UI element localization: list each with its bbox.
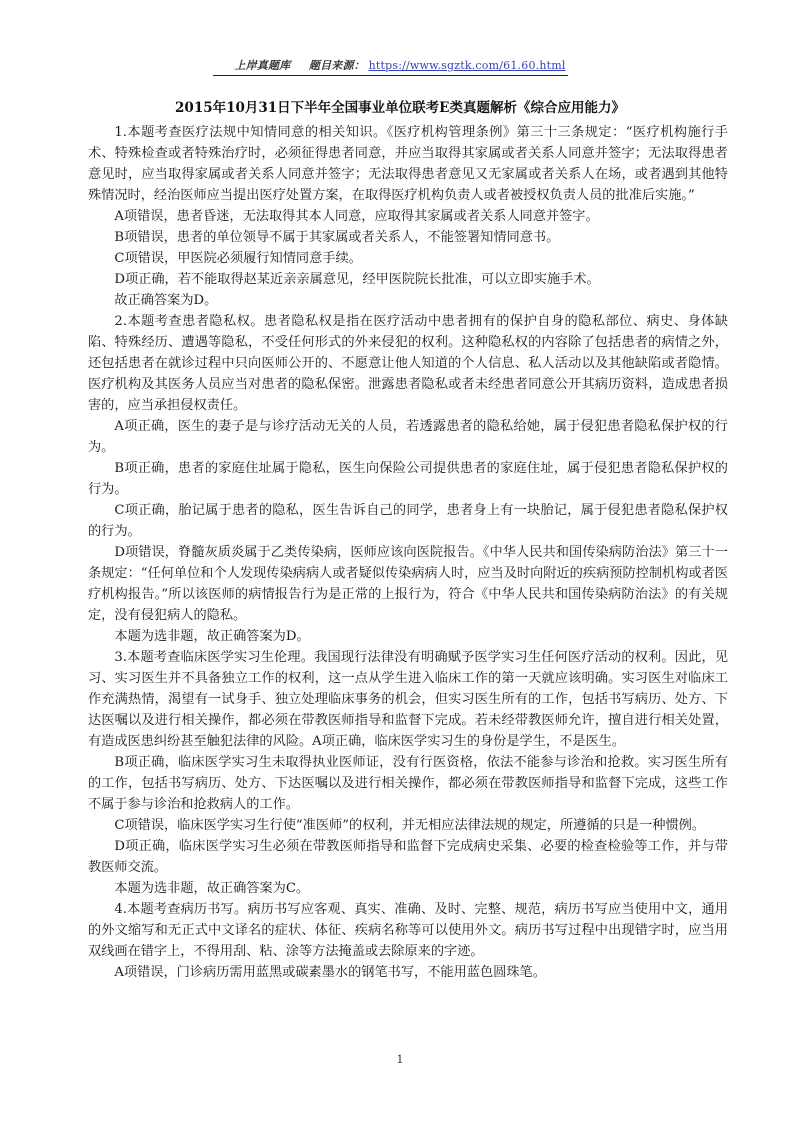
paragraph: D项正确，临床医学实习生必须在带教医师指导和监督下完成病史采集、必要的检查检验等工作，并与带教医师交流。: [88, 839, 728, 875]
paragraph: C项错误，临床医学实习生行使“准医师”的权利，并无相应法律法规的规定，所遵循的只是一种惯例。: [114, 818, 706, 833]
paragraph: D项正确，若不能取得赵某近亲亲属意见，经甲医院院长批准，可以立即实施手术。: [114, 272, 600, 287]
paragraph: 本题为选非题，故正确答案为D。: [114, 629, 310, 644]
paragraph: 故正确答案为D。: [114, 293, 218, 308]
header-rule: [213, 75, 568, 76]
source-link[interactable]: https://www.sgztk.com/61.60.html: [368, 59, 566, 72]
paragraph: B项正确，临床医学实习生未取得执业医师证，没有行医资格，依法不能参与诊治和抢救。实习医生所有的工作，包括书写病历、处方、下达医嘱以及进行相关操作，都必须在带教医师指导和监督下完成，这些工作不属于参与诊治和抢救病人的工作。: [88, 755, 728, 812]
paragraph: 4.本题考查病历书写。病历书写应客观、真实、准确、及时、完整、规范，病历书写应当使用中文，通用的外文缩写和无正式中文译名的症状、体征、疾病名称等可以使用外文。病历书写过程中出现错字时，应当用双线画在错字上，不得用刮、粘、涂等方法掩盖或去除原来的字迹。: [88, 902, 728, 959]
paragraph: B项正确，患者的家庭住址属于隐私，医生向保险公司提供患者的家庭住址，属于侵犯患者隐私保护权的行为。: [88, 461, 728, 497]
page-title: 2015年10月31日下半年全国事业单位联考E类真题解析《综合应用能力》: [175, 100, 625, 116]
document-body: [88, 122, 728, 983]
paragraph: A项错误，患者昏迷，无法取得其本人同意，应取得其家属或者关系人同意并签字。: [114, 209, 599, 224]
page-header: [0, 57, 800, 73]
paragraph: C项错误，甲医院必须履行知情同意手续。: [114, 251, 362, 266]
paragraph: D项错误，脊髓灰质炎属于乙类传染病，医师应该向医院报告。《中华人民共和国传染病防治法》第三十一条规定：“任何单位和个人发现传染病病人或者疑似传染病病人时，应当及时向附近的疾病预防控制机构或者医疗机构报告。”所以该医师的病情报告行为是正常的上报行为，符合《中华人民共和国传染病防治法》的有关规定，没有侵犯病人的隐私。: [88, 545, 728, 623]
paragraph: A项错误，门诊病历需用蓝黑或碳素墨水的钢笔书写，不能用蓝色圆珠笔。: [114, 965, 546, 980]
paragraph: A项正确，医生的妻子是与诊疗活动无关的人员，若透露患者的隐私给她，属于侵犯患者隐私保护权的行为。: [88, 419, 728, 455]
paragraph: B项错误，患者的单位领导不属于其家属或者关系人，不能签署知情同意书。: [114, 230, 560, 245]
page-number: 1: [396, 1053, 404, 1066]
paragraph: 3.本题考查临床医学实习生伦理。我国现行法律没有明确赋予医学实习生任何医疗活动的权利。因此，见习、实习医生并不具备独立工作的权利，这一点从学生进入临床工作的第一天就应该明确。实习医生对临床工作充满热情，渴望有一试身手、独立处理临床事务的机会，但实习医生所有的工作，包括书写病历、处方、下达医嘱以及进行相关操作，都必须在带教医师指导和监督下完成。若未经带教医师允许，擅自进行相关处置，有造成医患纠纷甚至触犯法律的风险。A项正确，临床医学实习生的身份是学生，不是医生。: [88, 650, 728, 749]
source-label: 题目来源：: [308, 59, 365, 72]
paragraph: 1.本题考查医疗法规中知情同意的相关知识。《医疗机构管理条例》第三十三条规定：“医疗机构施行手术、特殊检查或者特殊治疗时，必须征得患者同意，并应当取得其家属或者关系人同意并签字；无法取得患者意见时，应当取得家属或者关系人同意并签字；无法取得患者意见又无家属或者关系人在场，或者遇到其他特殊情况时，经治医师应当提出医疗处置方案，在取得医疗机构负责人或者被授权负责人员的批准后实施。”: [88, 125, 728, 203]
paragraph: 本题为选非题，故正确答案为C。: [114, 881, 310, 896]
paragraph: C项正确，胎记属于患者的隐私，医生告诉自己的同学，患者身上有一块胎记，属于侵犯患者隐私保护权的行为。: [88, 503, 728, 539]
paragraph: 2.本题考查患者隐私权。患者隐私权是指在医疗活动中患者拥有的保护自身的隐私部位、病史、身体缺陷、特殊经历、遭遇等隐私，不受任何形式的外来侵犯的权利。这种隐私权的内容除了包括患者的病情之外，还包括患者在就诊过程中只向医师公开的、不愿意让他人知道的个人信息、私人活动以及其他缺陷或者隐情。医疗机构及其医务人员应当对患者的隐私保密。泄露患者隐私或者未经患者同意公开其病历资料，造成患者损害的，应当承担侵权责任。: [88, 314, 728, 413]
site-name: 上岸真题库: [234, 59, 291, 72]
